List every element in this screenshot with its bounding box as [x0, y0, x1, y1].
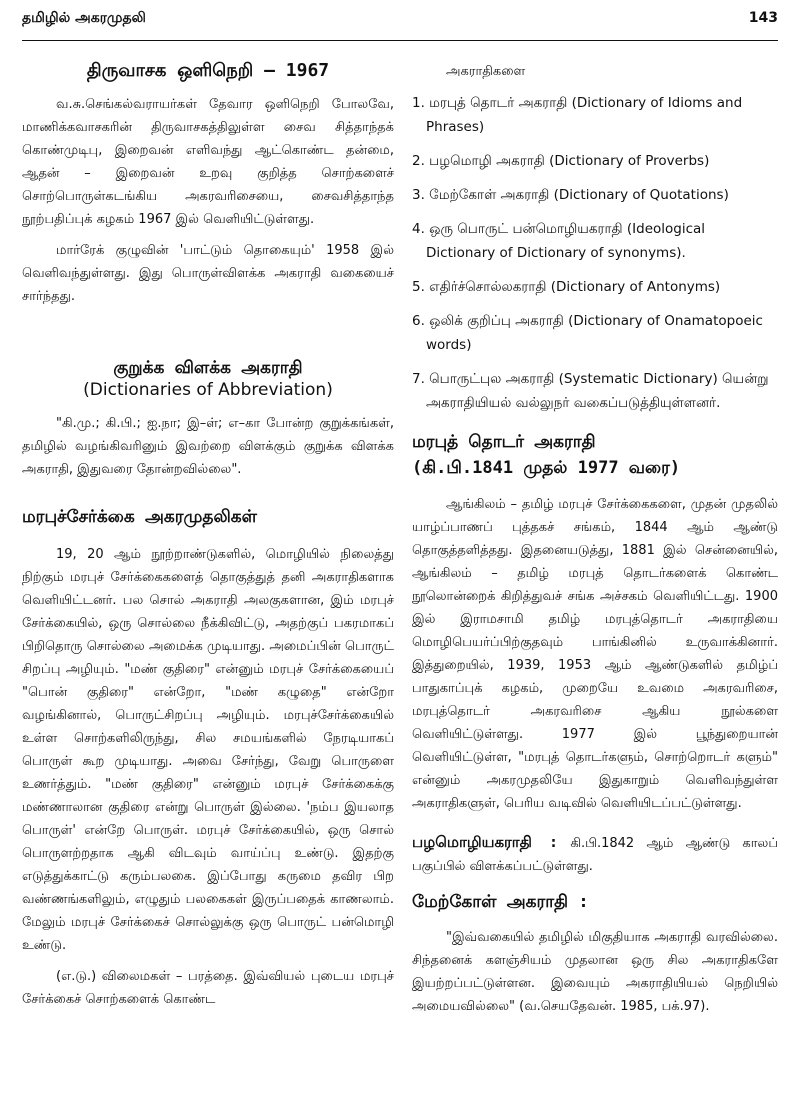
section-subheading-abbreviation: (Dictionaries of Abbreviation) — [83, 380, 333, 400]
header-divider — [22, 40, 778, 41]
section-heading-idiom-dictionaries: மரபுச்சேர்க்கை அகரமுதலிகள் — [22, 507, 257, 527]
dictionary-types-list — [412, 91, 778, 415]
section-heading-thiruvasagam: திருவாசக ஒளிநெறி – 1967 — [86, 60, 330, 81]
proverbs-label: பழமொழியகராதி : — [412, 833, 559, 851]
list-item: 7. பொருட்புல அகராதி (Systematic Dictionary) யென்று அகராதியியல் வல்லுநர் வகைப்படுத்தியுள்ளனர். — [412, 371, 769, 411]
spacer — [22, 316, 394, 356]
paragraph-idiom-history: ஆங்கிலம் – தமிழ் மரபுச் சேர்க்கைகளை, முதன் முதலில் யாழ்ப்பாணப் புத்தகச் சங்கம், 1844 ஆம் ஆண்டு தொகுத்தளித்தது. இதனையடுத்து, 1881 இல் சென்னையில், ஆங்கிலம் – தமிழ் மரபுத் தொடர்களைக் கொண்ட நூலொன்றைக் கிறித்துவச் சங்க அச்சகம் வெளியிட்டது. 1900 இல் இராமசாமி தமிழ் மரபுத்தொடர் அகராதியை மொழிபெயர்ப்பிற்குதவும் பாங்கினில் உருவாக்கினார். இத்துறையில், 1939, 1953 ஆம் ஆண்டுகளில் தமிழ்ப் பாதுகாப்புக் கழகம், முறையே உவமை அகரவரிசை, மரபுத்தொடர் அகரவரிசை ஆகிய நூல்களை வெளியிட்டுள்ளது. 1977 இல் பூந்துறையான் வெளியிட்டுள்ள, "மரபுத் தொடர்களும், சொற்றொடர் களும்" என்னும் அகரமுதலியே இதுகாறும் வெளிவந்துள்ள அகராதிகளுள், பெரிய வடிவில் வெளியிடப்பட்டுள்ளது. — [412, 497, 778, 811]
paragraph-paattum-thogaiyum: மார்ரேக் குழுவின் 'பாட்டும் தொகையும்' 1958 இல் வெளிவந்துள்ளது. இது பொருள்விளக்க அகராதி வகையைச் சார்ந்தது. — [22, 243, 394, 304]
paragraph-intro: அகராதிகளை — [446, 64, 526, 79]
paragraph-quotations: "இவ்வகையில் தமிழில் மிகுதியாக அகராதி வரவில்லை. சிந்தனைக் களஞ்சியம் முதலான ஒரு சில அகராதிகளே இயற்றப்பட்டுள்ளன. இவையும் அகராதியியல் நெறியில் அமையவில்லை" (வ.செயதேவன். 1985, பக்.97). — [412, 930, 778, 1014]
paragraph-example: (எ.டு.) விலைமகள் – பரத்தை. இவ்வியல் புடைய மரபுச் சேர்க்கைச் சொற்களைக் கொண்ட — [22, 969, 394, 1007]
list-item: 2. பழமொழி அகராதி (Dictionary of Proverbs) — [412, 153, 710, 169]
paragraph-abbreviation: "கி.மு.; கி.பி.; ஐ.நா; இ–ள்; எ–கா போன்ற குறுக்கங்கள், தமிழில் வழங்கிவரினும் இவற்றை விளக்கும் குறுக்க விளக்க அகராதி, இதுவரை தோன்றவில்லை". — [22, 416, 394, 477]
paragraph-proverbs — [412, 831, 778, 878]
section-heading-idiom-dictionary — [412, 429, 778, 481]
running-title: தமிழில் அகரமுதலி — [22, 10, 146, 26]
list-item: 5. எதிர்ச்சொல்லகராதி (Dictionary of Antonyms) — [412, 279, 721, 295]
left-column — [22, 60, 394, 1019]
page-header — [22, 8, 778, 34]
list-item: 1. மரபுத் தொடர் அகராதி (Dictionary of Idioms and Phrases) — [412, 95, 743, 135]
proverbs-text: கி.பி.1842 ஆம் ஆண்டு காலப் பகுப்பில் விளக்கப்பட்டுள்ளது. — [412, 836, 778, 874]
heading-line: (கி.பி.1841 முதல் 1977 வரை) — [412, 458, 681, 478]
page-number: 143 — [748, 10, 778, 26]
heading-line: மரபுத் தொடர் அகராதி — [412, 432, 596, 452]
paragraph-idioms: 19, 20 ஆம் நூற்றாண்டுகளில், மொழியில் நிலைத்து நிற்கும் மரபுச் சேர்க்கைகளைத் தொகுத்துத் தனி அகராதிகளாக வெளியிட்டனர். பல சொல் அகராதி அலகுகளான, இம் மரபுச் சேர்க்கையில், ஒரு சொல்லை நீக்கிவிட்டு, அதற்குப் பகரமாகப் பிறிதொரு சொல்லை அமைக்க முடியாது. அமைப்பின் பொருட் சிறப்பு அழியும். "மண் குதிரை" என்னும் மரபுச் சேர்க்கையைப் "பொன் குதிரை" என்றோ, "மண் கழுதை" என்றோ வழங்கினால், பொருட்சிறப்பு அழியும். மரபுச்சேர்க்கையில் உள்ள சொற்களிலிருந்து, சில சமயங்களில் நேரடியாகப் பொருள் கூற முடியாது. அவை சேர்ந்து, வேறு பொருளை உணர்த்தும். "மண் குதிரை" என்னும் மரபுச் சேர்க்கைக்கு மண்ணாலான குதிரை என்று பொருள் இல்லை. 'நம்ப இயலாத பொருள்' என்றே பொருள். மரபுச் சேர்க்கையில், ஒரு சொல் பொருளற்றதாக ஆகி விடவும் வாய்ப்பு உண்டு. இதற்கு எடுத்துக்காட்டு கரும்பலகை. இப்போது கருமை தவிர பிற வண்ணங்களிலும், எழுதும் பலகைகள் இருப்பதைக் காணலாம். மேலும் மரபுச் சேர்க்கைச் சொல்லுக்கு ஒரு பொருட் பன்மொழி உண்டு. — [22, 547, 394, 953]
list-item: 4. ஒரு பொருட் பன்மொழியகராதி (Ideological Dictionary of Dictionary of synonyms). — [412, 221, 706, 261]
section-heading-quotations: மேற்கோள் அகராதி : — [412, 892, 589, 912]
list-item: 6. ஒலிக் குறிப்பு அகராதி (Dictionary of Onamatopoeic words) — [412, 313, 763, 353]
right-column — [412, 60, 778, 1026]
section-heading-abbreviation: குறுக்க விளக்க அகராதி — [113, 358, 303, 378]
paragraph-thiruvasagam: வ.சு.செங்கல்வராயர்கள் தேவார ஒளிநெறி போலவே, மாணிக்கவாசகரின் திருவாசகத்திலுள்ள சைவ சித்தாந்தக் கொண்முடிபு, இறைவன் எளிவந்து ஆட்கொண்ட தன்மை, ஆதன் – இறைவன் உறவு குறித்த சொற்களைச் சொற்பொருள்கடங்கிய அகரவரிசையை, சைவசித்தாந்த நூற்பதிப்புக் கழகம் 1967 இல் வெளியிட்டுள்ளது. — [22, 97, 394, 227]
list-item: 3. மேற்கோள் அகராதி (Dictionary of Quotations) — [412, 187, 729, 203]
